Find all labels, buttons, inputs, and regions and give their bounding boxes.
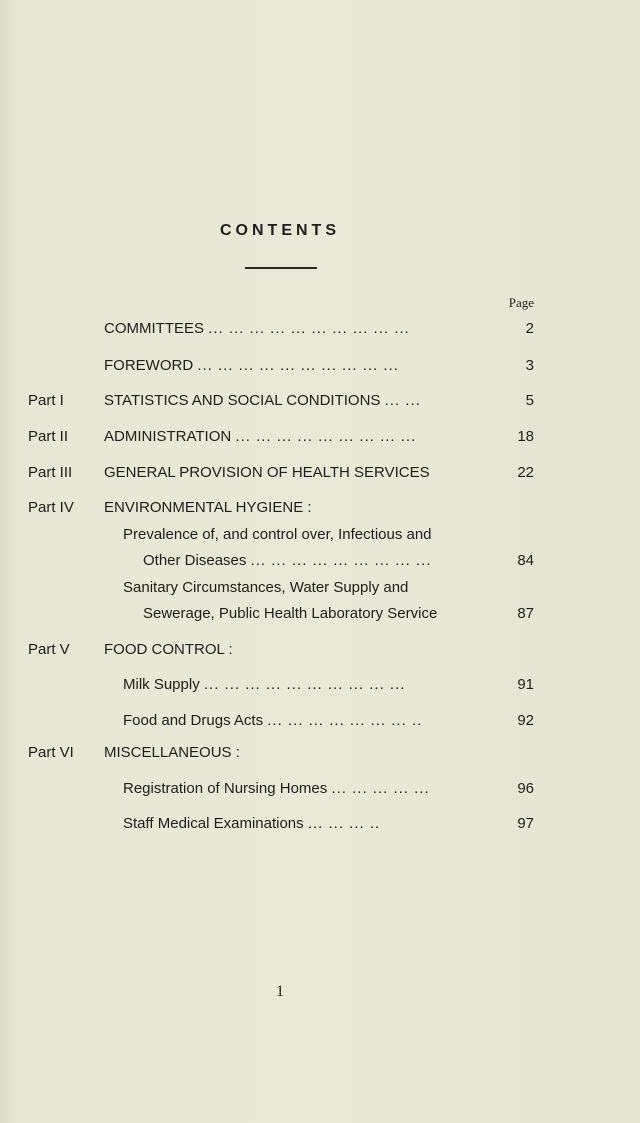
entry-title: Prevalence of, and control over, Infectious and — [123, 526, 432, 543]
dot-leader: ... ... ... ... ... — [331, 780, 430, 797]
toc-row — [0, 638, 640, 662]
toc-row — [0, 461, 640, 485]
toc-row — [0, 777, 640, 801]
title-rule — [245, 267, 317, 269]
page-number: 5 — [525, 392, 534, 409]
toc-row — [0, 523, 640, 547]
dot-leader: ... ... ... ... ... ... ... ... ... — [235, 428, 417, 445]
toc-row — [0, 317, 640, 341]
toc-row — [0, 354, 640, 378]
dot-leader: ... ... — [384, 392, 421, 409]
entry-title: ADMINISTRATION — [104, 428, 232, 445]
entry-title: FOREWORD — [104, 357, 194, 374]
page-number: 92 — [517, 712, 534, 729]
page-number: 3 — [525, 357, 534, 374]
dot-leader: ... ... ... ... ... ... ... ... ... — [250, 552, 432, 569]
toc-row — [0, 741, 640, 765]
toc-row — [0, 709, 640, 733]
toc-row — [0, 496, 640, 520]
entry-title: Milk Supply — [123, 676, 200, 693]
part-label: Part II — [28, 428, 69, 445]
toc-row — [0, 602, 640, 626]
entry-title: Registration of Nursing Homes — [123, 780, 328, 797]
dot-leader: ... ... ... ... ... ... ... ... ... ... — [208, 320, 410, 337]
part-label: Part IV — [28, 499, 74, 516]
dot-leader: ... ... ... ... ... ... ... .. — [267, 712, 423, 729]
toc-row — [0, 576, 640, 600]
entry-title: Staff Medical Examinations — [123, 815, 304, 832]
page-number: 22 — [517, 464, 534, 481]
part-label: Part V — [28, 641, 70, 658]
entry-title: FOOD CONTROL : — [104, 641, 233, 658]
page-column-heading: Page — [508, 295, 534, 310]
page-number: 2 — [525, 320, 534, 337]
entry-title: Food and Drugs Acts — [123, 712, 264, 729]
entry-title: Sanitary Circumstances, Water Supply and — [123, 579, 409, 596]
part-label: Part VI — [28, 744, 74, 761]
dot-leader: ... ... ... ... ... ... ... ... ... ... — [203, 676, 406, 693]
page-number: 91 — [517, 676, 534, 693]
page-number: 18 — [517, 428, 534, 445]
toc-row — [0, 425, 640, 449]
toc-row — [0, 812, 640, 836]
page-number: 87 — [517, 605, 534, 622]
toc-row — [0, 389, 640, 413]
dot-leader: ... ... ... .. — [307, 815, 381, 832]
entry-title: ENVIRONMENTAL HYGIENE : — [104, 499, 312, 516]
toc-row — [0, 549, 640, 573]
part-label: Part I — [28, 392, 64, 409]
entry-title: MISCELLANEOUS : — [104, 744, 240, 761]
dot-leader: ... ... ... ... ... ... ... ... ... ... — [197, 357, 399, 374]
entry-title: STATISTICS AND SOCIAL CONDITIONS — [104, 392, 381, 409]
page-number: 97 — [517, 815, 534, 832]
page-title: CONTENTS — [220, 222, 340, 239]
entry-title: COMMITTEES — [104, 320, 204, 337]
page-number: 84 — [517, 552, 534, 569]
entry-title: Sewerage, Public Health Laboratory Service — [143, 605, 438, 622]
part-label: Part III — [28, 464, 73, 481]
entry-title: GENERAL PROVISION OF HEALTH SERVICES — [104, 464, 430, 481]
page-number: 96 — [517, 780, 534, 797]
toc-row — [0, 673, 640, 697]
folio-page-number: 1 — [276, 983, 284, 1000]
entry-title: Other Diseases — [143, 552, 247, 569]
